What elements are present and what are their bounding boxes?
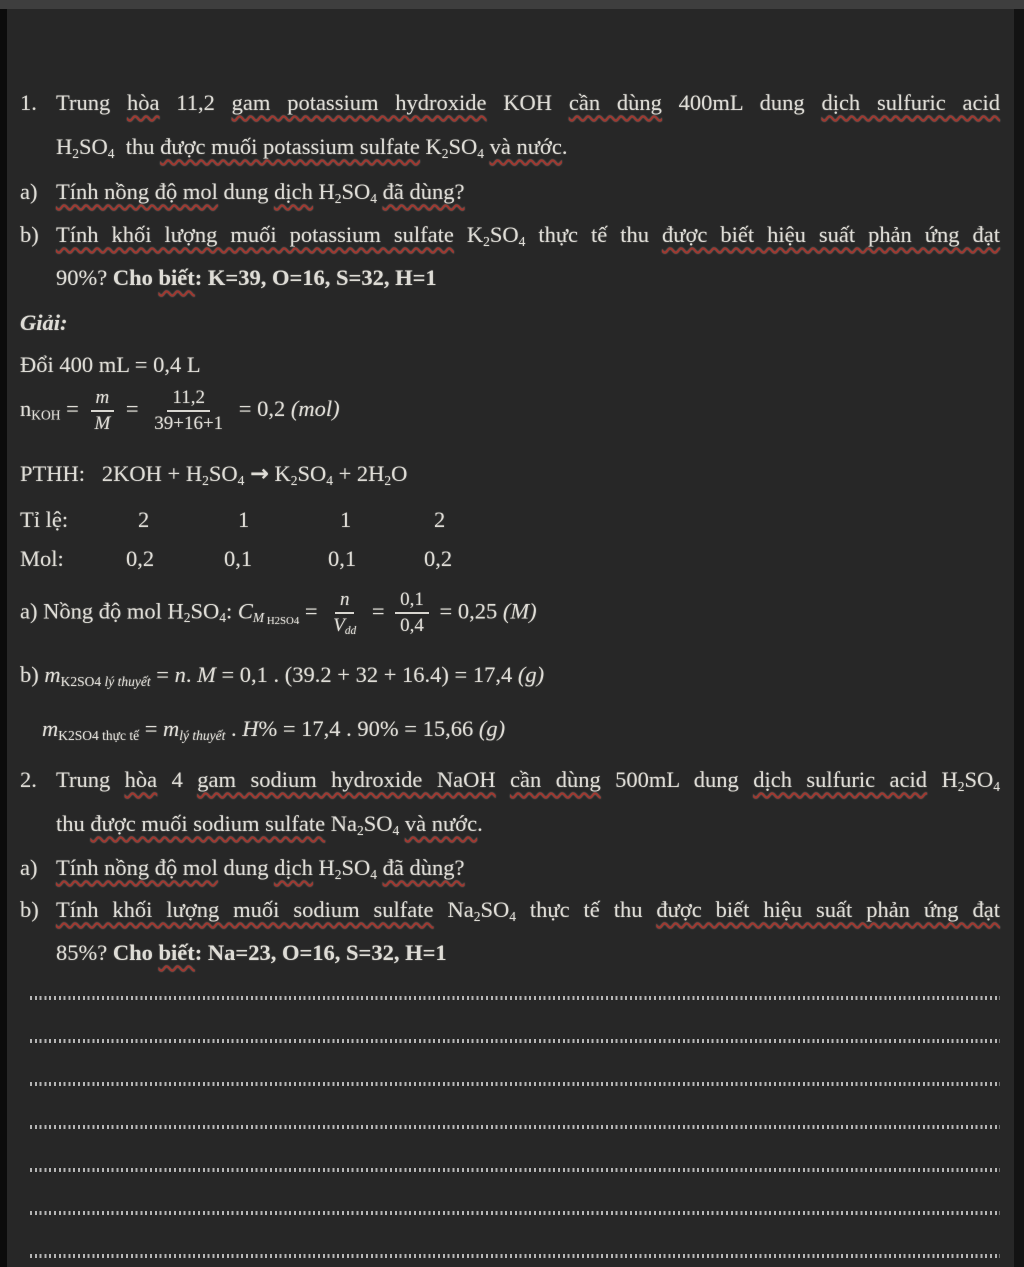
text-run: SO [448, 134, 478, 159]
text-run: Tính nồng độ mol [56, 179, 218, 204]
text-run: thực tế thu [525, 222, 663, 247]
text-run: H [242, 716, 259, 741]
text-run: K2SO4 thực tế [58, 727, 140, 743]
question-2b-line-1 [20, 895, 1000, 932]
n-koh-formula [20, 386, 1000, 436]
text-run: SO [297, 461, 327, 486]
text-run: = [60, 395, 85, 421]
text-run: 2 [72, 145, 79, 161]
question-2a [20, 853, 1000, 890]
fraction [149, 386, 228, 436]
text-run: biết [158, 265, 195, 290]
text-run: 2 [290, 472, 298, 488]
text-run: M [94, 412, 111, 434]
question-2b-line-1-marker: b) [20, 897, 39, 922]
text-run: 400mL dung [661, 90, 822, 115]
top-bar [0, 0, 1024, 9]
question-1b-line-1 [20, 220, 1000, 257]
text-run: m [163, 716, 180, 741]
text-run: + 2H [332, 461, 385, 486]
answer-lines-2 [30, 1039, 1000, 1043]
text-run: lý thuyết [179, 727, 226, 743]
text-run: Đổi 400 mL = 0,4 L [20, 352, 201, 377]
text-run: M [252, 610, 265, 626]
text-run: 4 [392, 822, 400, 838]
fraction-numerator [395, 588, 429, 614]
text-run: 4 [370, 190, 378, 206]
problem-1-line-1 [20, 88, 1000, 118]
fraction-denominator [328, 614, 361, 638]
text-run: (g) [478, 716, 506, 741]
text-run: = [120, 395, 145, 421]
text-run: Cho [112, 940, 159, 965]
solution-b-actual [20, 714, 1000, 751]
answer-lines-6 [30, 1211, 1000, 1215]
text-run: SO [964, 767, 994, 792]
text-run: được biết hiệu suất phản ứng đạt [656, 897, 1000, 922]
text-run: thực tế thu [515, 897, 657, 922]
text-run: m [44, 662, 61, 687]
text-run: Na [433, 897, 474, 922]
question-1a [20, 177, 1000, 214]
text-run: (mol) [290, 395, 340, 421]
right-edge [1014, 9, 1024, 1267]
text-run: 0,2 [126, 546, 155, 571]
text-run: M [197, 662, 216, 687]
text-run: 1 [238, 507, 250, 532]
text-run: 0,1 [400, 589, 424, 611]
text-run: V [333, 614, 345, 636]
pthh-equation [20, 459, 1000, 496]
text-run: đã dùng? [382, 179, 465, 204]
text-run: Tính nồng độ mol [56, 855, 218, 880]
text-run: b) [20, 662, 45, 687]
text-run: → [249, 461, 269, 487]
text-run: SO [363, 811, 393, 836]
text-run: H [927, 767, 958, 792]
text-run: dung [217, 179, 275, 204]
text-run: . [185, 662, 198, 687]
text-run: 39+16+1 [154, 412, 224, 434]
text-run: Giải: [20, 310, 68, 335]
text-run: Tính khối lượng muối sodium sulfate [56, 897, 434, 922]
text-run: 4 [219, 610, 226, 626]
text-run: . [477, 811, 483, 836]
text-run: . [561, 134, 568, 159]
text-run: H [56, 134, 73, 159]
text-run: = [150, 662, 175, 687]
text-run: 4 [477, 145, 484, 161]
text-run: dịch sulfuric acid [821, 90, 1000, 115]
text-run: 4 [326, 472, 333, 488]
text-run: SO [489, 222, 519, 247]
text-run: lý thuyết [104, 673, 151, 689]
problem-2-line-1 [20, 765, 1000, 802]
text-run: Tỉ lệ: [20, 507, 69, 532]
text-run: Trung [56, 767, 125, 792]
text-run: 11,2 [159, 90, 232, 115]
text-run: và nước [489, 134, 562, 159]
text-run: (g) [517, 662, 545, 687]
text-run: 2 [483, 233, 490, 249]
text-run: đã dùng? [382, 855, 465, 880]
problem-1-line-1-marker: 1. [20, 90, 37, 115]
text-run: K2SO4 [60, 673, 105, 689]
text-run: K [268, 461, 291, 486]
text-run: m [95, 387, 110, 408]
text-run: SO [341, 179, 371, 204]
text-run: SO [208, 461, 238, 486]
text-run: 1 [340, 507, 352, 532]
answer-lines-3 [30, 1082, 1000, 1086]
text-run: H [312, 179, 335, 204]
answer-lines-4 [30, 1125, 1000, 1129]
text-run: dịch [274, 855, 313, 880]
text-run: cần dùng [568, 90, 662, 115]
text-run: Tính khối lượng muối potassium sulfate [56, 222, 454, 247]
mol-row [20, 544, 1000, 574]
answer-lines-5 [30, 1168, 1000, 1172]
text-run: 4 [107, 145, 115, 161]
question-1a-marker: a) [20, 179, 38, 204]
text-run: được muối sodium sulfate [90, 811, 326, 836]
text-run: = 0,1 . (39.2 + 32 + 16.4) = 17,4 [215, 662, 518, 687]
text-run: cần dùng [510, 767, 601, 792]
answer-lines-1 [30, 996, 1000, 1000]
text-run: được biết hiệu suất phản ứng đạt [662, 222, 1000, 247]
text-run: 2 [138, 507, 150, 532]
text-run: 4 [993, 778, 1001, 794]
text-run: n [174, 662, 186, 687]
text-run: hòa [127, 90, 160, 115]
fraction-numerator [167, 386, 210, 412]
text-run: 2 [334, 866, 342, 882]
text-run: Na [325, 811, 357, 836]
problem-2-line-1-marker: 2. [20, 767, 37, 792]
solution-b-theoretical [20, 660, 1000, 697]
left-edge [0, 9, 7, 1267]
text-run: gam potassium hydroxide [231, 90, 487, 115]
solution-label [20, 308, 1000, 338]
text-run: được muối potassium sulfate [160, 134, 420, 159]
fraction-denominator [89, 412, 115, 436]
text-run: 85%? [56, 940, 113, 965]
fraction [89, 386, 115, 436]
text-run: K [419, 134, 442, 159]
text-run: 4 [370, 866, 378, 882]
text-run: a) Nồng độ mol H [20, 598, 184, 624]
text-run: n [339, 589, 350, 610]
text-run: dd [344, 624, 357, 637]
question-1b-line-1-marker: b) [20, 222, 39, 247]
text-run: = [366, 598, 391, 624]
text-run: SO [190, 598, 220, 624]
text-run: 0,1 [224, 546, 253, 571]
text-run: 11,2 [172, 387, 205, 408]
text-run: 2 [334, 190, 342, 206]
fraction [395, 588, 429, 638]
text-run: = 0,2 [233, 395, 291, 421]
text-run: C [237, 598, 253, 624]
text-run: m [42, 716, 59, 741]
text-run: 2 [384, 472, 392, 488]
question-1b-line-2 [20, 263, 1000, 293]
text-run: O [391, 461, 408, 486]
fraction-denominator [395, 614, 429, 638]
text-run: hòa [124, 767, 158, 792]
text-run: 2 [434, 507, 446, 532]
text-run: : K=39, O=16, S=32, H=1 [194, 265, 437, 290]
text-run: Cho [112, 265, 159, 290]
text-run: . [225, 716, 243, 741]
text-run: 0,2 [424, 546, 453, 571]
text-run: : Na=23, O=16, S=32, H=1 [194, 940, 447, 965]
text-run: SO [79, 134, 108, 159]
text-run: : [226, 598, 238, 624]
text-run: H [312, 855, 335, 880]
text-run: SO [341, 855, 371, 880]
text-run: 4 [237, 472, 245, 488]
fraction-numerator [91, 386, 115, 412]
text-run: 2 [441, 145, 449, 161]
text-run: 90%? [56, 265, 113, 290]
text-run: (M) [502, 598, 537, 624]
text-run: SO [480, 897, 510, 922]
text-run: = 0,25 [433, 598, 503, 624]
solution-a-formula [20, 588, 1000, 638]
convert-volume-line [20, 350, 1000, 380]
question-2a-marker: a) [20, 855, 38, 880]
text-run: 0,4 [400, 615, 424, 637]
text-run: H2SO4 [264, 615, 300, 628]
text-run: 0,1 [328, 546, 357, 571]
text-run: 4 [509, 908, 516, 924]
text-run: gam sodium hydroxide NaOH [197, 767, 496, 792]
text-run: n [20, 395, 32, 421]
text-run: PTHH: 2KOH + H [20, 461, 203, 486]
text-run: = [299, 598, 324, 624]
text-run: 2 [473, 908, 481, 924]
text-run: dịch sulfuric acid [753, 767, 928, 792]
text-run: % = 17,4 . 90% = 15,66 [258, 716, 479, 741]
text-run: dung [217, 855, 275, 880]
text-run: 2 [202, 472, 209, 488]
text-run: KOH [486, 90, 569, 115]
text-run: biết [158, 940, 195, 965]
text-run: 4 [157, 767, 198, 792]
problem-1-line-2 [20, 132, 1000, 169]
text-run: 2 [183, 610, 191, 626]
text-run: thu [56, 811, 91, 836]
text-run: K [453, 222, 484, 247]
text-run: 500mL dung [600, 767, 754, 792]
fraction-denominator [149, 412, 228, 436]
fraction-numerator [335, 588, 355, 614]
text-run: 2 [957, 778, 965, 794]
fraction [328, 588, 361, 638]
text-run: thu [114, 134, 161, 159]
ratio-row [20, 505, 1000, 535]
problem-2-line-2 [20, 809, 1000, 846]
text-run: và nước [404, 811, 478, 836]
answer-lines-7 [30, 1254, 1000, 1258]
text-run: 2 [356, 822, 364, 838]
question-2b-line-2 [20, 938, 1000, 968]
text-run: Trung [56, 90, 127, 115]
text-run: KOH [31, 407, 61, 423]
text-run: dịch [274, 179, 313, 204]
text-run: Mol: [20, 546, 64, 571]
text-run [496, 767, 510, 792]
text-run: = [139, 716, 164, 741]
text-run: 4 [518, 233, 526, 249]
